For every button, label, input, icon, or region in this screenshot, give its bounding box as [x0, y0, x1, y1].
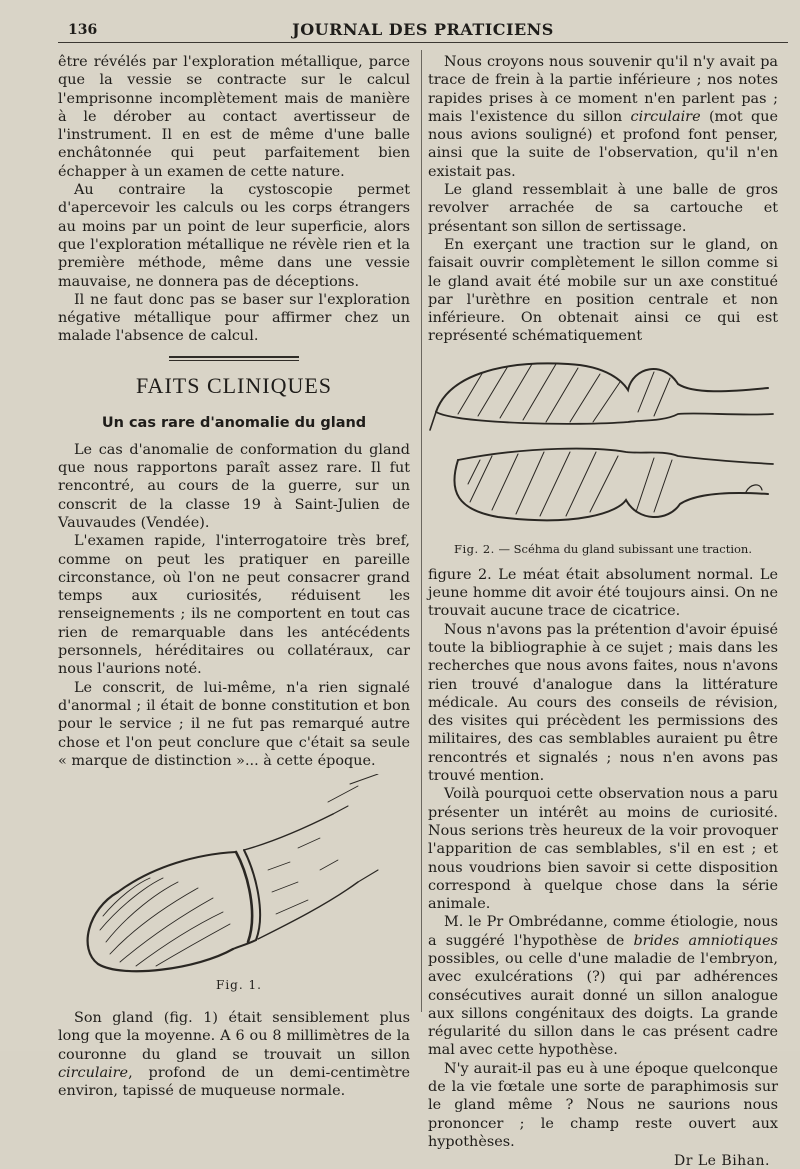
italic-text: circulaire — [58, 1064, 129, 1081]
paragraph: Au contraire la cystoscopie permet d'apercevoir les calculs ou les corps étrangers au moins par un point de leur superficie, alors que l'exploration métallique ne révèle rien et la première méthode, même dans une vessie mauvaise, ne donnera pas de déceptions. — [58, 182, 410, 290]
figure-1 — [58, 774, 410, 999]
paragraph: Voilà pourquoi cette observation nous a paru présenter un intérêt au moins de curiosité. Nous serions très heureux de la voir provoquer l'apparition de cas semblables, s'il en est ; et nous voudrions bien savoir si cette disposition correspond à quelque chose dans la série animale. — [428, 786, 778, 913]
figure-2-caption-text: — Scéhma du gland subissant une traction. — [498, 541, 752, 556]
column-divider — [421, 50, 422, 1012]
section-rule — [169, 356, 299, 361]
text-run: Nous croyons nous souvenir qu'il n'y avait pa trace de frein à la partie inférieure ; nos notes rapides prises à ce moment n'en parlent pas ; mais l'existence du sillon — [428, 54, 778, 125]
page-number: 136 — [68, 22, 98, 38]
figure-2-caption — [428, 542, 778, 556]
paragraph: En exerçant une traction sur le gland, on faisait ouvrir complètement le sillon comme si le gland avait été mobile sur un axe constitué par l'urèthre en position centrale et non inférieure. On obtenait ainsi ce qui est représenté schématiquement — [428, 236, 778, 345]
paragraph — [428, 53, 778, 181]
paragraph: Le cas d'anomalie de conformation du gland que nous rapportons paraît assez rare. Il fut rencontré, au cours de la guerre, sur un conscrit de la classe 19 à Saint-Julien de Vauvaudes (Vendée). — [58, 441, 410, 531]
paragraph: N'y aurait-il pas eu à une époque quelconque de la vie fœtale une sorte de paraphimosis sur le gland même ? Nous ne saurions nous prononcer ; le champ reste ouvert aux hypothèses. — [428, 1060, 778, 1150]
figure-2-label: Fig. 2. — [454, 541, 495, 556]
paragraph: figure 2. Le méat était absolument normal. Le jeune homme dit avoir été toujours ainsi. On ne trouvait aucune trace de cicatrice. — [428, 566, 778, 620]
paragraph: L'examen rapide, l'interrogatoire très bref, comme on peut les pratiquer en pareille circonstance, où l'on ne peut consacrer grand temps aux curiosités, réduisent les renseignements ; ils ne comportent en tout cas rien de remarquable dans les antécédents personnels, héréditaires ou collatéraux, car nous l'aurions noté. — [58, 533, 410, 678]
section-title: FAITS CLINIQUES — [135, 372, 333, 398]
page-header — [58, 16, 788, 43]
figure-2-drawing — [428, 352, 778, 540]
paragraph — [428, 913, 778, 1059]
right-column — [428, 53, 778, 1169]
italic-text: brides amniotiques — [633, 932, 778, 949]
paragraph: Il ne faut donc pas se baser sur l'exploration négative métallique pour affirmer chez un malade l'absence de calcul. — [58, 291, 410, 345]
left-column — [58, 53, 410, 1101]
running-title: JOURNAL DES PRATICIENS — [292, 20, 554, 39]
paragraph — [58, 1009, 410, 1100]
text-run: Son gland (fig. 1) était sensiblement plus long que la moyenne. A 6 ou 8 millimètres de la couronne du gland se trouvait un sillon — [58, 1010, 410, 1063]
figure-1-caption: Fig. 1. — [216, 978, 262, 993]
text-run: possibles, ou celle d'une maladie de l'embryon, avec exulcérations (?) qui par adhérences consécutives aurait donné un sillon analogue aux sillons congénitaux des doigts. La grande régularité du sillon dans le cas présent cadre mal avec cette hypothèse. — [428, 950, 778, 1059]
italic-text: circulaire — [630, 108, 701, 125]
author-signature: Dr Le Bihan. — [674, 1153, 770, 1169]
text-run: M. le Pr Ombrédanne, comme étiologie, nous a suggéré l'hypothèse de — [428, 914, 778, 949]
paragraph: Nous n'avons pas la prétention d'avoir épuisé toute la bibliographie à ce sujet ; mais dans les recherches que nous avons faites, nous n'avons rien trouvé d'analogue dans la littérature médicale. Au cours des conseils de révision, des visites qui précèdent les permissions des militaires, des cas semblables auraient pu être rencontrés et signalés ; nous n'en avons pas trouvé mention. — [428, 621, 778, 785]
paragraph: Le gland ressemblait à une balle de gros revolver arrachée de sa cartouche et présentant son sillon de sertissage. — [428, 182, 778, 235]
article-subtitle: Un cas rare d'anomalie du gland — [101, 414, 367, 431]
figure-1-drawing — [58, 774, 410, 984]
figure-2 — [428, 352, 778, 540]
paragraph: Le conscrit, de lui-même, n'a rien signalé d'anormal ; il était de bonne constitution et bon pour le service ; il ne fut pas remarqué autre chose et l'on peut conclure que c'était sa seule « marque de distinction »... à cette époque. — [58, 679, 410, 769]
text-run: (mot que nous avions souligné) et profond font penser, ainsi que la suite de l'observation, qu'il n'en existait pas. — [428, 108, 778, 180]
text-run: , profond de un demi-centimètre environ, tapissé de muqueuse normale. — [58, 1064, 410, 1100]
paragraph: être révélés par l'exploration métallique, parce que la vessie se contracte sur le calcul l'emprisonne incomplètement mais de manière à le dérober au contact avertisseur de l'instrument. Il en est de même d'une balle enchâtonnée qui peut parfaitement bien échapper à un examen de cette nature. — [58, 54, 410, 180]
